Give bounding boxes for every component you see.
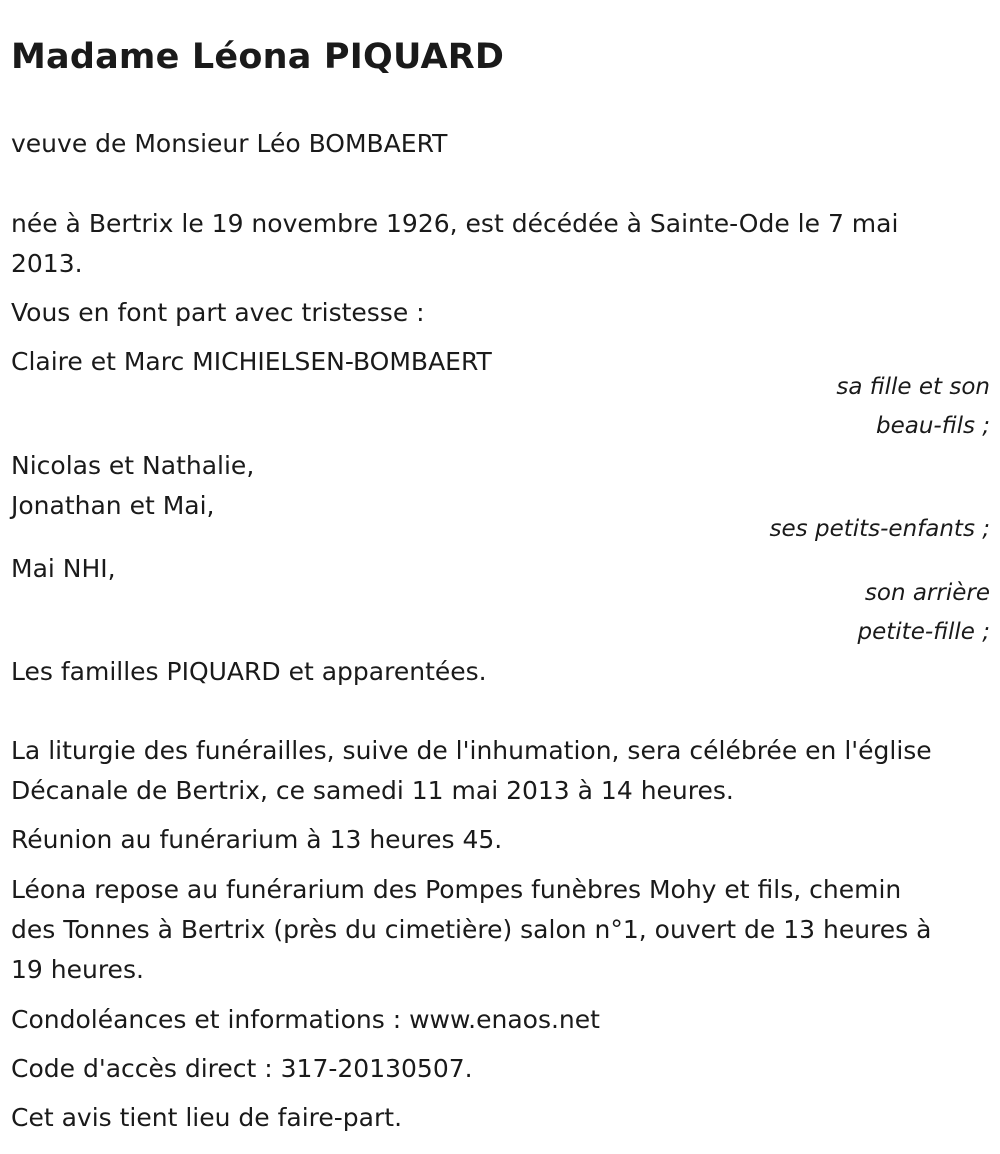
rest-line-1: Léona repose au funérarium des Pompes funèbres Mohy et fils, chemin bbox=[11, 875, 902, 904]
widow-of-text: veuve de Monsieur Léo BOMBAERT bbox=[11, 129, 448, 158]
meeting-text: Réunion au funérarium à 13 heures 45. bbox=[11, 825, 503, 854]
great-granddaughter-relation-line-2: petite-fille ; bbox=[857, 619, 990, 645]
birth-death-line-2: 2013. bbox=[11, 249, 83, 278]
daughter-relation-line-1: sa fille et son bbox=[836, 374, 990, 400]
access-code-text: Code d'accès direct : 317-20130507. bbox=[11, 1054, 473, 1083]
funeral-line-1: La liturgie des funérailles, suive de l'inhumation, sera célébrée en l'église bbox=[11, 736, 932, 765]
great-granddaughter-relation-line-1: son arrière bbox=[864, 580, 990, 606]
condolences-text: Condoléances et informations : www.enaos.net bbox=[11, 1005, 600, 1034]
notice-text: Cet avis tient lieu de faire-part. bbox=[11, 1103, 403, 1132]
rest-line-3: 19 heures. bbox=[11, 955, 144, 984]
announce-text: Vous en font part avec tristesse : bbox=[11, 298, 425, 327]
daughter-names: Claire et Marc MICHIELSEN-BOMBAERT bbox=[11, 347, 492, 376]
great-granddaughter-names: Mai NHI, bbox=[11, 554, 116, 583]
funeral-line-2: Décanale de Bertrix, ce samedi 11 mai 2013 à 14 heures. bbox=[11, 776, 734, 805]
rest-line-2: des Tonnes à Bertrix (près du cimetière) salon n°1, ouvert de 13 heures à bbox=[11, 915, 932, 944]
birth-death-line-1: née à Bertrix le 19 novembre 1926, est décédée à Sainte-Ode le 7 mai bbox=[11, 209, 899, 238]
grandchildren-names-line-1: Nicolas et Nathalie, bbox=[11, 451, 255, 480]
grandchildren-relation: ses petits-enfants ; bbox=[769, 516, 990, 542]
daughter-relation-line-2: beau-fils ; bbox=[875, 413, 990, 439]
families-text: Les familles PIQUARD et apparentées. bbox=[11, 657, 487, 686]
grandchildren-names-line-2: Jonathan et Mai, bbox=[11, 491, 215, 520]
deceased-name: Madame Léona PIQUARD bbox=[11, 37, 505, 77]
